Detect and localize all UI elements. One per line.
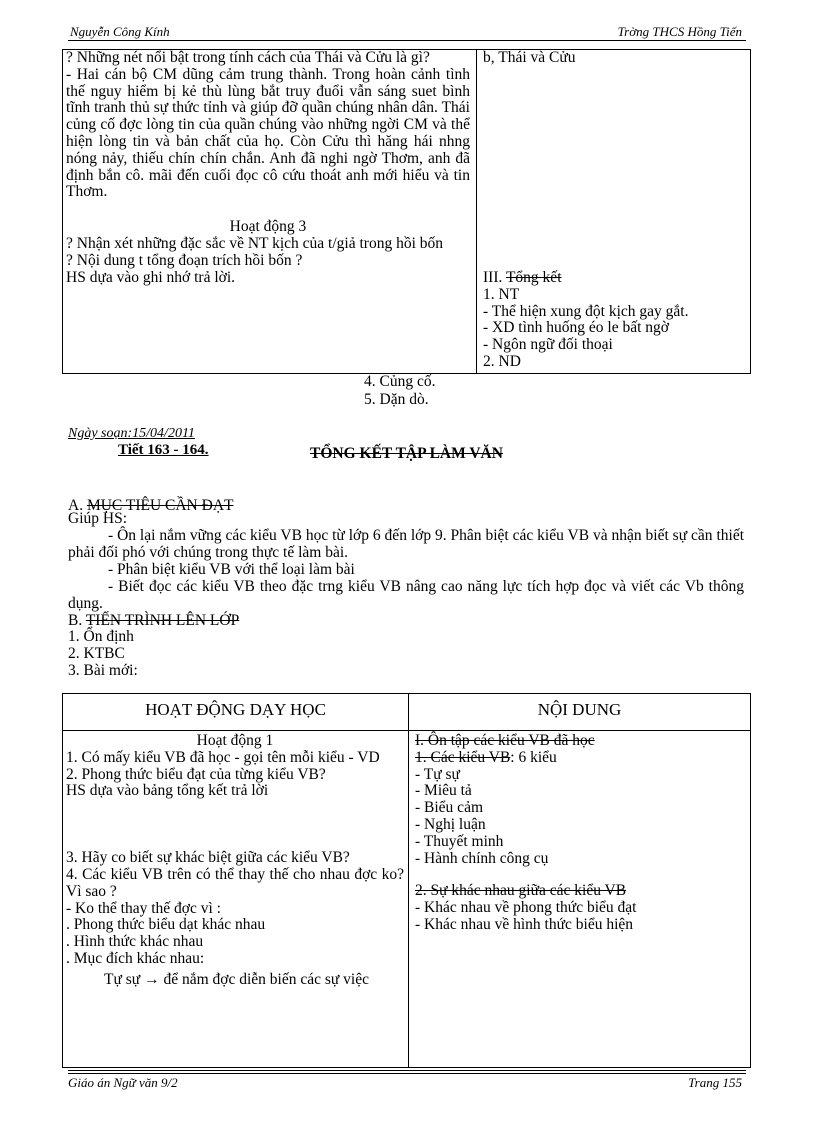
- section-a-prefix: A.: [68, 497, 87, 514]
- section-b-prefix: B.: [68, 612, 86, 629]
- a-cannot: - Ko thể thay thế đợc vì :: [66, 899, 221, 917]
- types-heading-rest: : 6 kiểu: [510, 748, 557, 766]
- answer-traits: - Hai cán bộ CM dũng cảm trung thành. Trong hoàn cảnh tình thế nguy hiểm bị kẻ thù lùng bắt truy đuổi vẫn sáng suet bình tĩnh tranh thủ sự thức tỉnh và giúp đỡ quần chúng nhân dân. Thái củng cố đợc lòng tin của quần chúng vào những ngời CM và thể hiện lòng tin và bản chất của họ. Còn Cửu thì hăng hái nhng nóng nảy, thiếu chín chín chắn. Anh đã nghi ngờ Thơm, anh đã định bắn cô. mãi đến cuối đọc cô cứu thoát anh mới hiểu và tin Thơm.: [66, 65, 470, 201]
- a-purpose: . Mục đích khác nhau:: [66, 949, 205, 967]
- activity-3-heading: Hoạt động 3: [229, 218, 307, 236]
- section-b-title: TIẾN TRÌNH LÊN LỚP: [85, 612, 240, 629]
- date-line: Ngày soạn:15/04/2011: [68, 426, 195, 441]
- difference-2: - Khác nhau về hình thức biểu hiện: [415, 915, 634, 933]
- q-modes: 2. Phong thức biểu đạt của từng kiểu VB?: [66, 765, 326, 783]
- objective-1: - Ôn lại nắm vững các kiểu VB học từ lớp 6 đến lớp 9. Phân biệt các kiểu VB và nhận biết sự cần thiết phải đối phó với chúng trong thực tế làm bài.: [68, 527, 744, 561]
- activity-1-heading: Hoạt động 1: [196, 732, 274, 749]
- lesson-title: TỔNG KẾT TẬP LÀM VĂN: [310, 445, 503, 462]
- type-6: - Hành chính công cụ: [415, 849, 549, 867]
- main-left-col: [66, 733, 404, 989]
- type-4: - Nghị luận: [415, 815, 486, 833]
- type-2: - Miêu tả: [415, 782, 472, 800]
- question-content: ? Nội dung t tổng đoạn trích hồi bốn ?: [66, 251, 303, 269]
- types-heading: [415, 750, 747, 767]
- summary-item-1: - Thể hiện xung đột kịch gay gắt.: [483, 302, 689, 320]
- type-3: - Biểu cảm: [415, 799, 484, 817]
- right-item-thai-cuu: b, Thái và Cửu: [483, 49, 576, 66]
- type-5: - Thuyết minh: [415, 832, 504, 850]
- question-traits: ? Những nét nổi bật trong tính cách của Thái và Cửu là gì?: [66, 49, 430, 66]
- q-difference: 3. Hãy co biết sự khác biệt giữa các kiểu VB?: [66, 849, 350, 867]
- summary-block: [483, 270, 745, 371]
- difference-1: - Khác nhau về phong thức biểu đạt: [415, 899, 637, 917]
- summary-item-2: - XD tình huống éo le bất ngờ: [483, 319, 669, 337]
- types-heading-title: 1. Các kiểu VB: [415, 748, 511, 766]
- summary-nd: 2. ND: [483, 352, 521, 370]
- lesson-number: Tiết 163 - 164.: [118, 442, 209, 458]
- header-teaching: HOẠT ĐỘNG DẠY HỌC: [145, 700, 326, 719]
- a-modes: . Phong thức biểu dạt khác nhau: [66, 916, 266, 934]
- summary-title: Tổng kết: [505, 269, 562, 286]
- consolidate-line: 4. Củng cố.: [364, 373, 436, 390]
- step-2: 2. KTBC: [68, 645, 125, 662]
- top-table: [62, 49, 751, 374]
- page-footer: [68, 1075, 746, 1091]
- q-substitute: 4. Các kiểu VB trên có thể thay thế cho nhau đợc ko? Vì sao ?: [66, 865, 404, 900]
- step-1: 1. Ổn định: [68, 628, 134, 645]
- q-hint: HS dựa vào bảng tổng kết trả lời: [66, 782, 269, 800]
- objective-2: - Phân biệt kiểu VB với thể loại làm bài: [108, 561, 355, 578]
- header-rule: [68, 40, 746, 41]
- main-table-header-rule: [63, 730, 750, 731]
- summary-item-3: - Ngôn ngữ đối thoại: [483, 336, 613, 354]
- footer-page: Trang 155: [688, 1075, 742, 1090]
- answer-hint: HS dựa vào ghi nhớ trả lời.: [66, 268, 236, 286]
- footer-rule-2: [68, 1073, 746, 1074]
- q-types: 1. Có mấy kiểu VB đã học - gọi tên mỗi kiểu - VD: [66, 748, 380, 766]
- section-a-title: MỤC TIÊU CẦN ĐẠT: [86, 497, 234, 514]
- summary-num: III.: [483, 269, 506, 286]
- summary-nt: 1. NT: [483, 285, 520, 303]
- a-forms: . Hình thức khác nhau: [66, 933, 204, 951]
- type-1: - Tự sự: [415, 765, 460, 783]
- review-heading: I. Ôn tập các kiểu VB đã học: [415, 732, 595, 749]
- objective-3: - Biết đọc các kiểu VB theo đặc trng kiểu VB nâng cao năng lực tích hợp đọc và viết các Vb thông dụng.: [68, 578, 744, 612]
- header-author: Nguyễn Công Kính: [70, 24, 170, 39]
- question-art: ? Nhận xét những đặc sắc về NT kịch của t/giả trong hồi bốn: [66, 234, 443, 252]
- arrow-icon: →: [144, 970, 160, 988]
- a-narrative: [66, 972, 404, 989]
- homework-line: 5. Dặn dò.: [364, 391, 429, 408]
- top-table-right: [483, 50, 745, 373]
- page-header: [68, 22, 746, 40]
- footer-rule-1: [68, 1070, 746, 1071]
- header-content: NỘI DUNG: [537, 700, 622, 719]
- header-school: Trờng THCS Hồng Tiến: [617, 24, 742, 39]
- main-right-col: [415, 733, 747, 934]
- top-table-divider: [476, 50, 477, 373]
- top-table-left: [66, 50, 470, 373]
- main-table-divider: [408, 694, 409, 1067]
- main-table: [62, 693, 751, 1068]
- step-3: 3. Bài mới:: [68, 662, 138, 679]
- footer-course: Giáo án Ngữ văn 9/2: [68, 1075, 178, 1090]
- difference-heading: 2. Sự khác nhau giữa các kiểu VB: [415, 882, 627, 900]
- help-hs: Giúp HS:: [68, 510, 127, 527]
- a-narrative-pre: Tự sự: [104, 970, 145, 988]
- a-narrative-post: để nắm đợc diễn biến các sự việc: [159, 970, 369, 988]
